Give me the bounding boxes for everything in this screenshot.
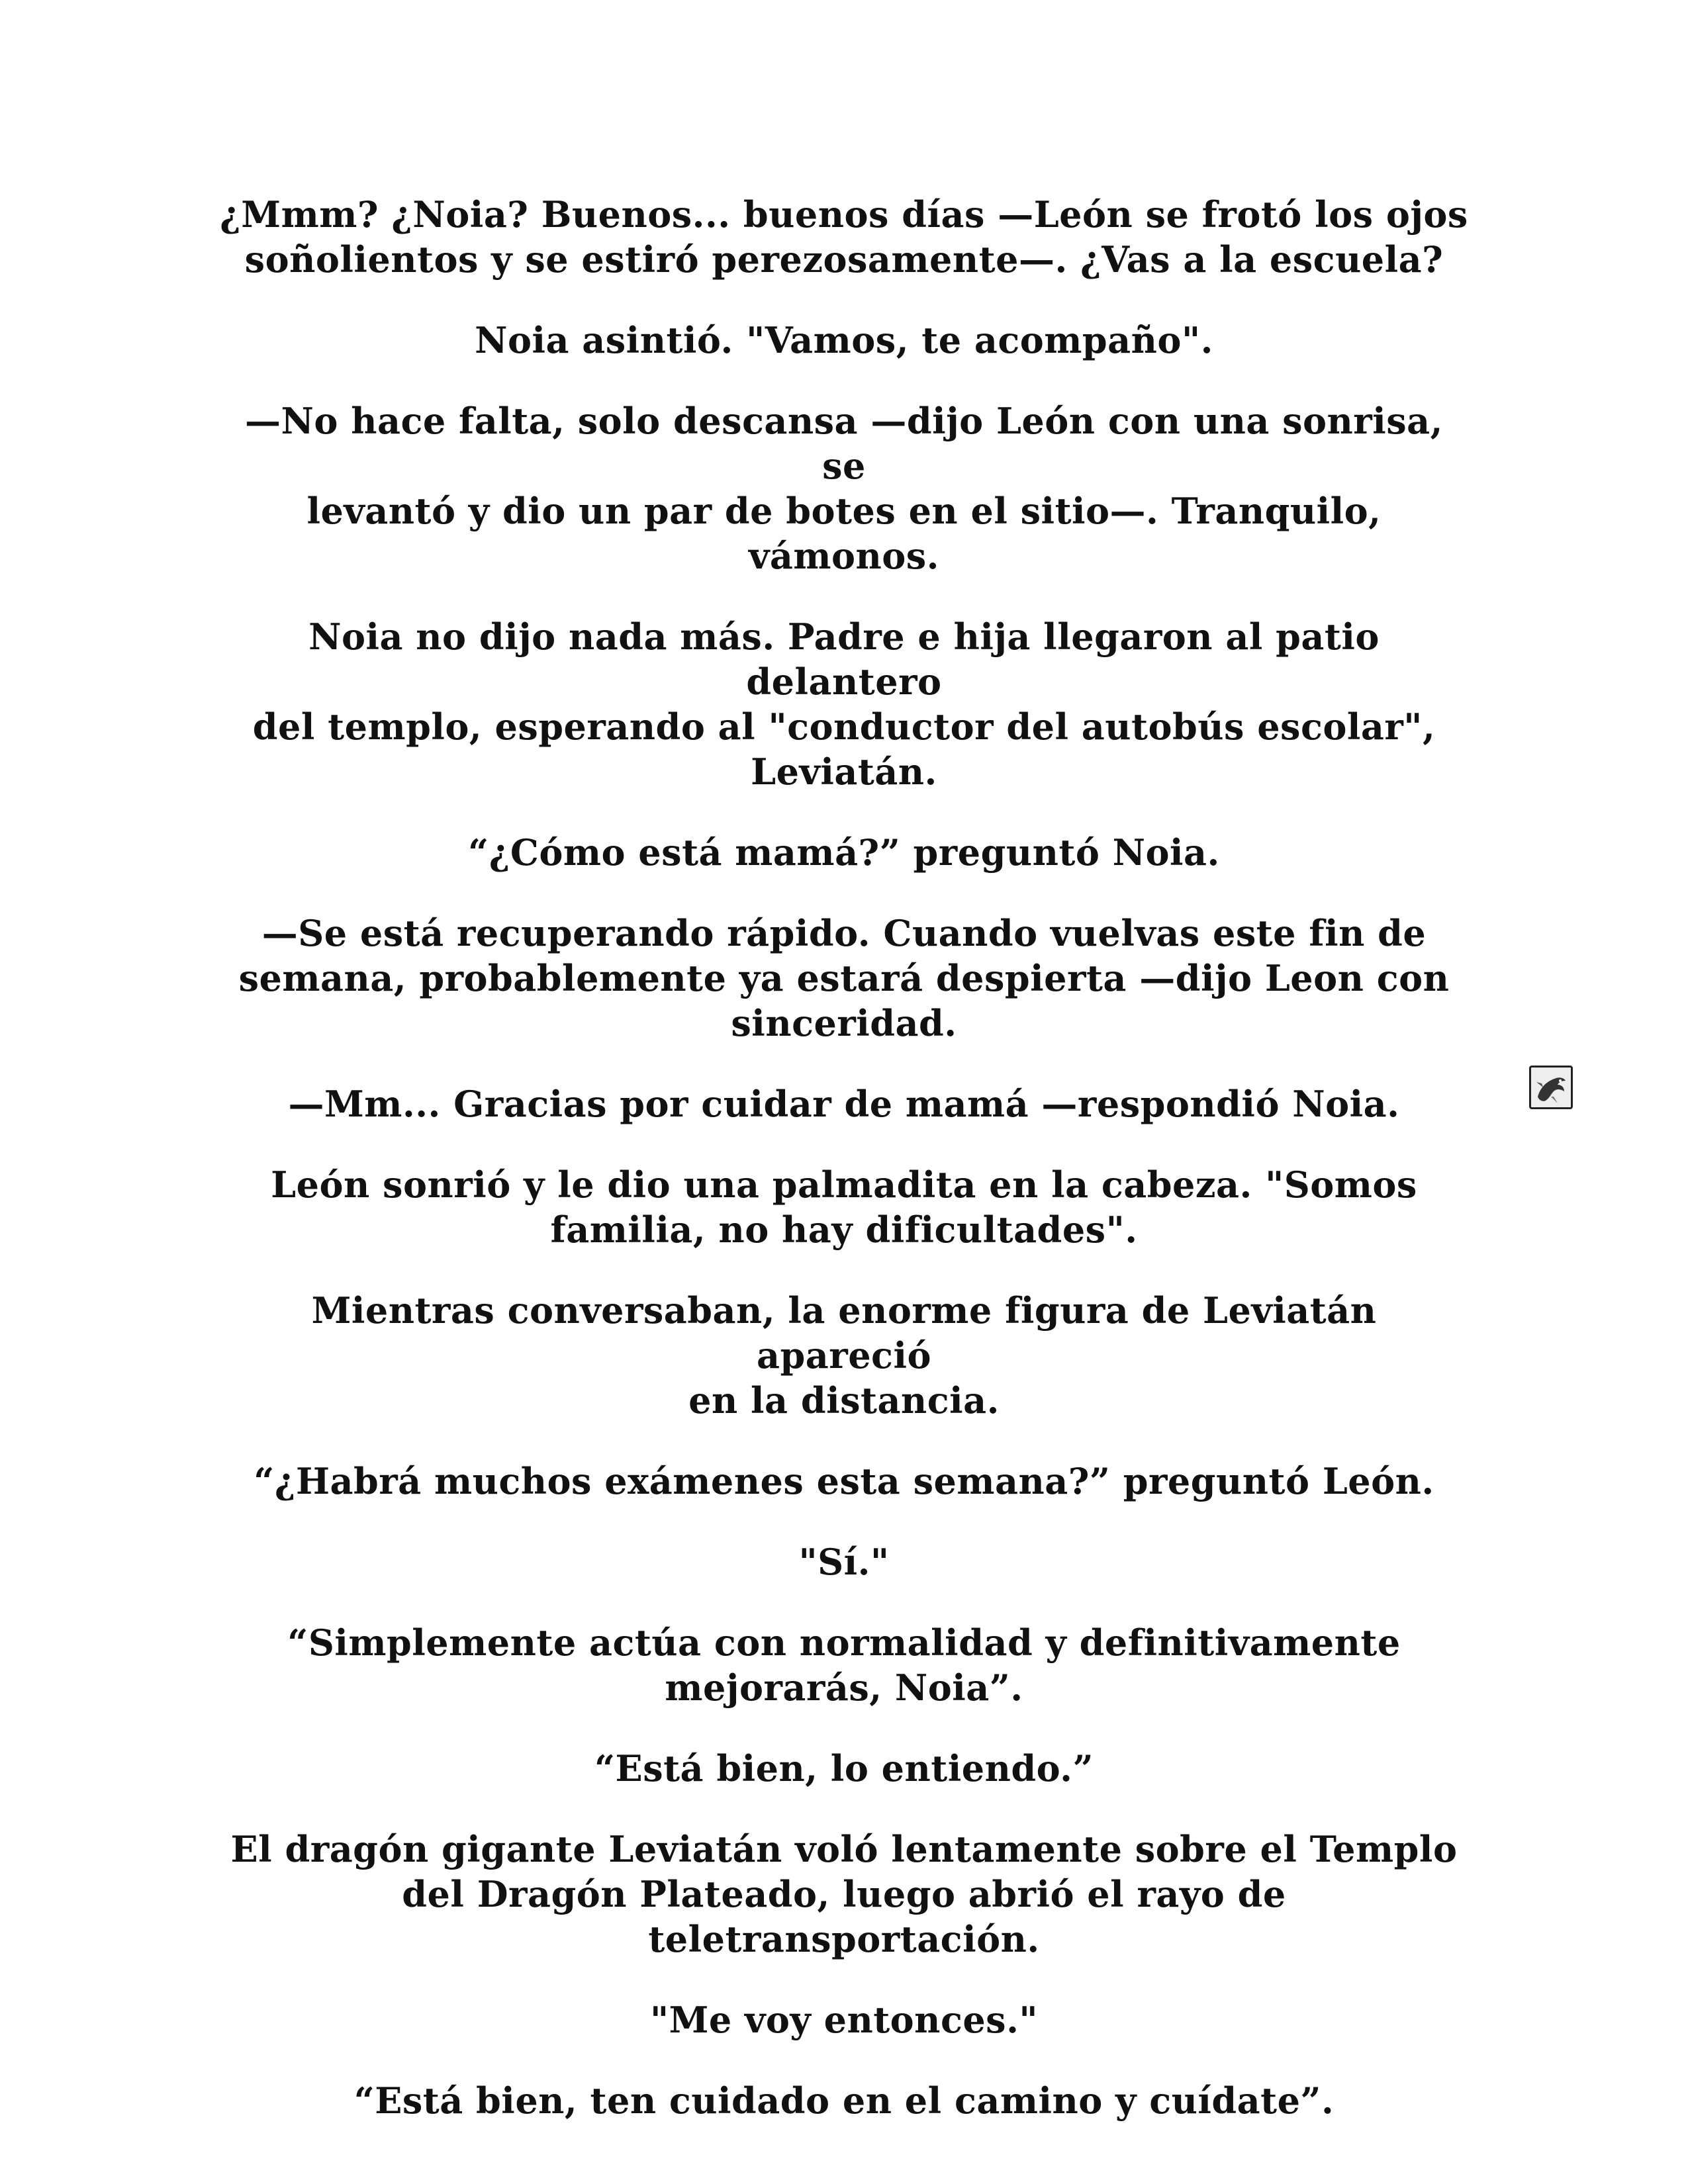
paragraph-8: León sonrió y le dio una palmadita en la cabeza. "Somos familia, no hay dificultades". [271,1163,1417,1251]
paragraph-1: ¿Mmm? ¿Noia? Buenos... buenos días —León se frotó los ojos soñolientos y se estiró perezosamente—. ¿Vas a la escuela? [220,193,1468,281]
paragraph-3: —No hace falta, solo descansa —dijo León con una sonrisa, se levantó y dio un par de botes en el sitio—. Tranquilo, vámonos. [245,400,1443,577]
paragraph-7: —Mm... Gracias por cuidar de mamá —respondió Noia. [288,1083,1400,1125]
paragraph-6: —Se está recuperando rápido. Cuando vuelvas este fin de semana, probablemente ya estará despierta —dijo Leon con sinceridad. [238,912,1450,1044]
paragraph-4: Noia no dijo nada más. Padre e hija llegaron al patio delantero del templo, esperando al "conductor del autobús escolar", Leviatán. [252,615,1436,793]
paragraph-9: Mientras conversaban, la enorme figura de Leviatán apareció en la distancia. [311,1289,1377,1422]
paragraph-11: "Sí." [798,1541,890,1583]
paragraph-5: “¿Cómo está mamá?” preguntó Noia. [468,831,1220,874]
paragraph-13: “Está bien, lo entiendo.” [594,1747,1094,1790]
paragraph-15: "Me voy entonces." [649,1999,1039,2041]
paragraph-2: Noia asintió. "Vamos, te acompaño". [475,319,1213,361]
paragraph-14: El dragón gigante Leviatán voló lentamente sobre el Templo del Dragón Plateado, luego abrió el rayo de teletransportación. [230,1828,1458,1960]
story-text [218,192,1470,2159]
dragon-emblem-icon [1529,1066,1573,1109]
paragraph-16: “Está bien, ten cuidado en el camino y cuídate”. [353,2079,1335,2122]
paragraph-12: “Simplemente actúa con normalidad y definitivamente mejorarás, Noia”. [287,1621,1401,1709]
paragraph-10: “¿Habrá muchos exámenes esta semana?” preguntó León. [254,1460,1434,1502]
